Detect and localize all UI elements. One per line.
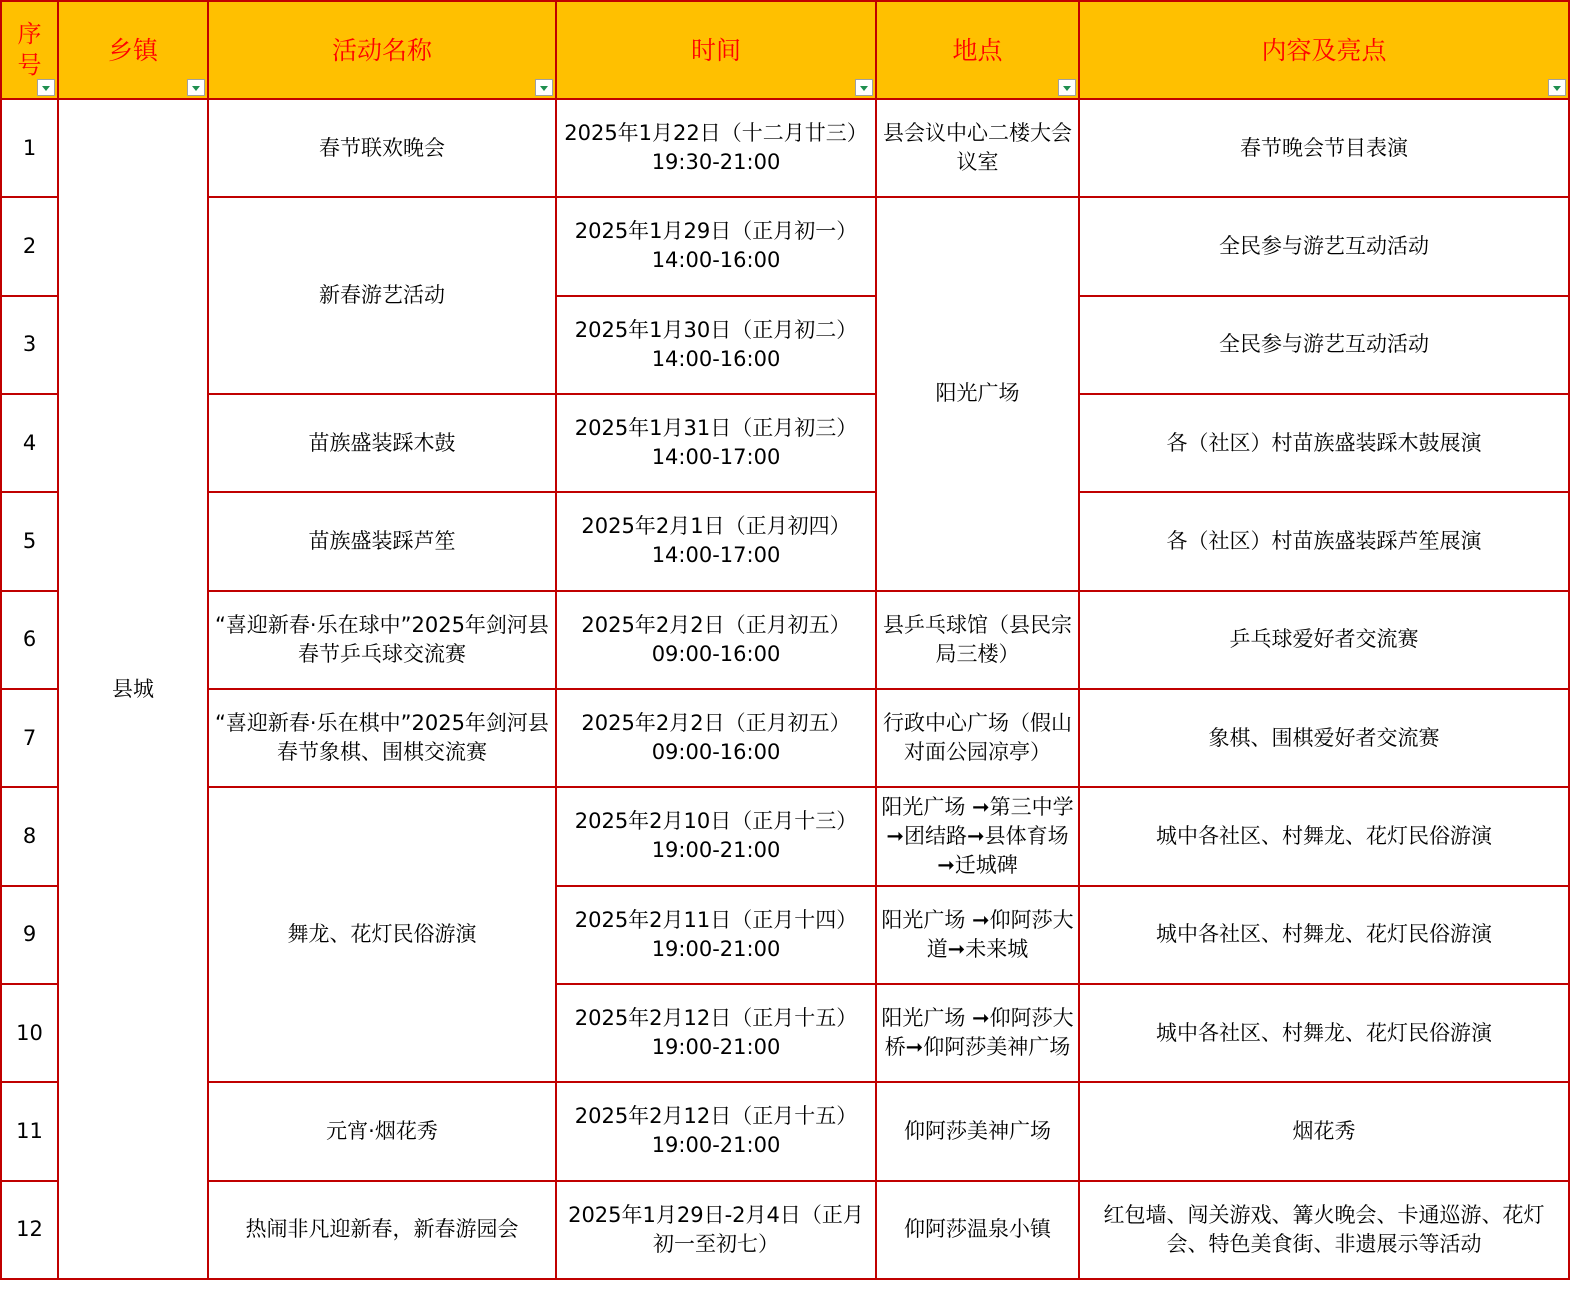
- cell-time[interactable]: 2025年2月12日（正月十五）19:00-21:00: [556, 1082, 876, 1180]
- cell-place[interactable]: 仰阿莎美神广场: [876, 1082, 1079, 1180]
- cell-seq[interactable]: 7: [1, 689, 58, 787]
- cell-place[interactable]: 县乒乓球馆（县民宗局三楼）: [876, 591, 1079, 689]
- filter-dropdown-icon[interactable]: [535, 79, 553, 96]
- header-place: [876, 1, 1079, 99]
- cell-seq[interactable]: 5: [1, 492, 58, 590]
- cell-time[interactable]: 2025年1月22日（十二月廿三）19:30-21:00: [556, 99, 876, 197]
- table-row: [1, 689, 1569, 787]
- cell-seq[interactable]: 9: [1, 886, 58, 984]
- cell-time[interactable]: 2025年2月10日（正月十三）19:00-21:00: [556, 787, 876, 885]
- filter-dropdown-icon[interactable]: [187, 79, 205, 96]
- cell-content[interactable]: 象棋、围棋爱好者交流赛: [1079, 689, 1569, 787]
- table-row: [1, 591, 1569, 689]
- cell-name[interactable]: 苗族盛装踩木鼓: [208, 394, 556, 492]
- cell-place[interactable]: 阳光广场 ➞仰阿莎大桥➞仰阿莎美神广场: [876, 984, 1079, 1082]
- cell-content[interactable]: 全民参与游艺互动活动: [1079, 296, 1569, 394]
- cell-time[interactable]: 2025年2月2日（正月初五）09:00-16:00: [556, 689, 876, 787]
- cell-seq[interactable]: 10: [1, 984, 58, 1082]
- header-name-label: 活动名称: [331, 35, 432, 65]
- filter-dropdown-icon[interactable]: [1058, 79, 1076, 96]
- cell-name[interactable]: 舞龙、花灯民俗游演: [208, 787, 556, 1082]
- table-row: [1, 394, 1569, 492]
- cell-time[interactable]: 2025年2月2日（正月初五）09:00-16:00: [556, 591, 876, 689]
- cell-content[interactable]: 城中各社区、村舞龙、花灯民俗游演: [1079, 886, 1569, 984]
- cell-time[interactable]: 2025年1月29日（正月初一）14:00-16:00: [556, 197, 876, 295]
- filter-dropdown-icon[interactable]: [37, 79, 55, 96]
- table-row: [1, 99, 1569, 197]
- table-row: [1, 197, 1569, 295]
- header-seq-label: 序号: [17, 20, 42, 79]
- cell-seq[interactable]: 1: [1, 99, 58, 197]
- cell-time[interactable]: 2025年1月31日（正月初三）14:00-17:00: [556, 394, 876, 492]
- table-row: [1, 492, 1569, 590]
- cell-time[interactable]: 2025年1月30日（正月初二）14:00-16:00: [556, 296, 876, 394]
- cell-name[interactable]: “喜迎新春·乐在球中”2025年剑河县春节乒乓球交流赛: [208, 591, 556, 689]
- table-row: [1, 787, 1569, 885]
- cell-name[interactable]: 苗族盛装踩芦笙: [208, 492, 556, 590]
- cell-name[interactable]: 春节联欢晚会: [208, 99, 556, 197]
- header-content-label: 内容及亮点: [1261, 35, 1387, 65]
- header-time-label: 时间: [690, 35, 741, 65]
- table-row: [1, 1181, 1569, 1279]
- header-name: [208, 1, 556, 99]
- header-place-label: 地点: [952, 35, 1003, 65]
- cell-place[interactable]: 阳光广场 ➞第三中学➞团结路➞县体育场➞迁城碑: [876, 787, 1079, 885]
- header-content: [1079, 1, 1569, 99]
- cell-seq[interactable]: 4: [1, 394, 58, 492]
- cell-content[interactable]: 各（社区）村苗族盛装踩木鼓展演: [1079, 394, 1569, 492]
- cell-seq[interactable]: 11: [1, 1082, 58, 1180]
- cell-content[interactable]: 春节晚会节目表演: [1079, 99, 1569, 197]
- cell-name[interactable]: 元宵·烟花秀: [208, 1082, 556, 1180]
- cell-name[interactable]: “喜迎新春·乐在棋中”2025年剑河县春节象棋、围棋交流赛: [208, 689, 556, 787]
- cell-place[interactable]: 阳光广场: [876, 197, 1079, 590]
- header-time: [556, 1, 876, 99]
- table-row: [1, 1082, 1569, 1180]
- cell-content[interactable]: 城中各社区、村舞龙、花灯民俗游演: [1079, 787, 1569, 885]
- cell-place[interactable]: 行政中心广场（假山对面公园凉亭）: [876, 689, 1079, 787]
- cell-seq[interactable]: 12: [1, 1181, 58, 1279]
- cell-place[interactable]: 阳光广场 ➞仰阿莎大道➞未来城: [876, 886, 1079, 984]
- filter-dropdown-icon[interactable]: [1548, 79, 1566, 96]
- cell-place[interactable]: 仰阿莎温泉小镇: [876, 1181, 1079, 1279]
- cell-time[interactable]: 2025年1月29日-2月4日（正月初一至初七）: [556, 1181, 876, 1279]
- cell-content[interactable]: 乒乓球爱好者交流赛: [1079, 591, 1569, 689]
- cell-content[interactable]: 全民参与游艺互动活动: [1079, 197, 1569, 295]
- header-seq: [1, 1, 58, 99]
- cell-content[interactable]: 城中各社区、村舞龙、花灯民俗游演: [1079, 984, 1569, 1082]
- cell-name[interactable]: 新春游艺活动: [208, 197, 556, 394]
- cell-place[interactable]: 县会议中心二楼大会议室: [876, 99, 1079, 197]
- cell-name[interactable]: 热闹非凡迎新春，新春游园会: [208, 1181, 556, 1279]
- header-town-label: 乡镇: [107, 35, 158, 65]
- cell-time[interactable]: 2025年2月1日（正月初四）14:00-17:00: [556, 492, 876, 590]
- cell-content[interactable]: 各（社区）村苗族盛装踩芦笙展演: [1079, 492, 1569, 590]
- cell-town[interactable]: 县城: [58, 99, 208, 1279]
- cell-seq[interactable]: 8: [1, 787, 58, 885]
- cell-seq[interactable]: 3: [1, 296, 58, 394]
- header-town: [58, 1, 208, 99]
- filter-dropdown-icon[interactable]: [855, 79, 873, 96]
- cell-content[interactable]: 烟花秀: [1079, 1082, 1569, 1180]
- cell-time[interactable]: 2025年2月12日（正月十五）19:00-21:00: [556, 984, 876, 1082]
- cell-time[interactable]: 2025年2月11日（正月十四）19:00-21:00: [556, 886, 876, 984]
- header-row: [1, 1, 1569, 99]
- cell-content[interactable]: 红包墙、闯关游戏、篝火晚会、卡通巡游、花灯会、特色美食街、非遗展示等活动: [1079, 1181, 1569, 1279]
- cell-seq[interactable]: 2: [1, 197, 58, 295]
- cell-seq[interactable]: 6: [1, 591, 58, 689]
